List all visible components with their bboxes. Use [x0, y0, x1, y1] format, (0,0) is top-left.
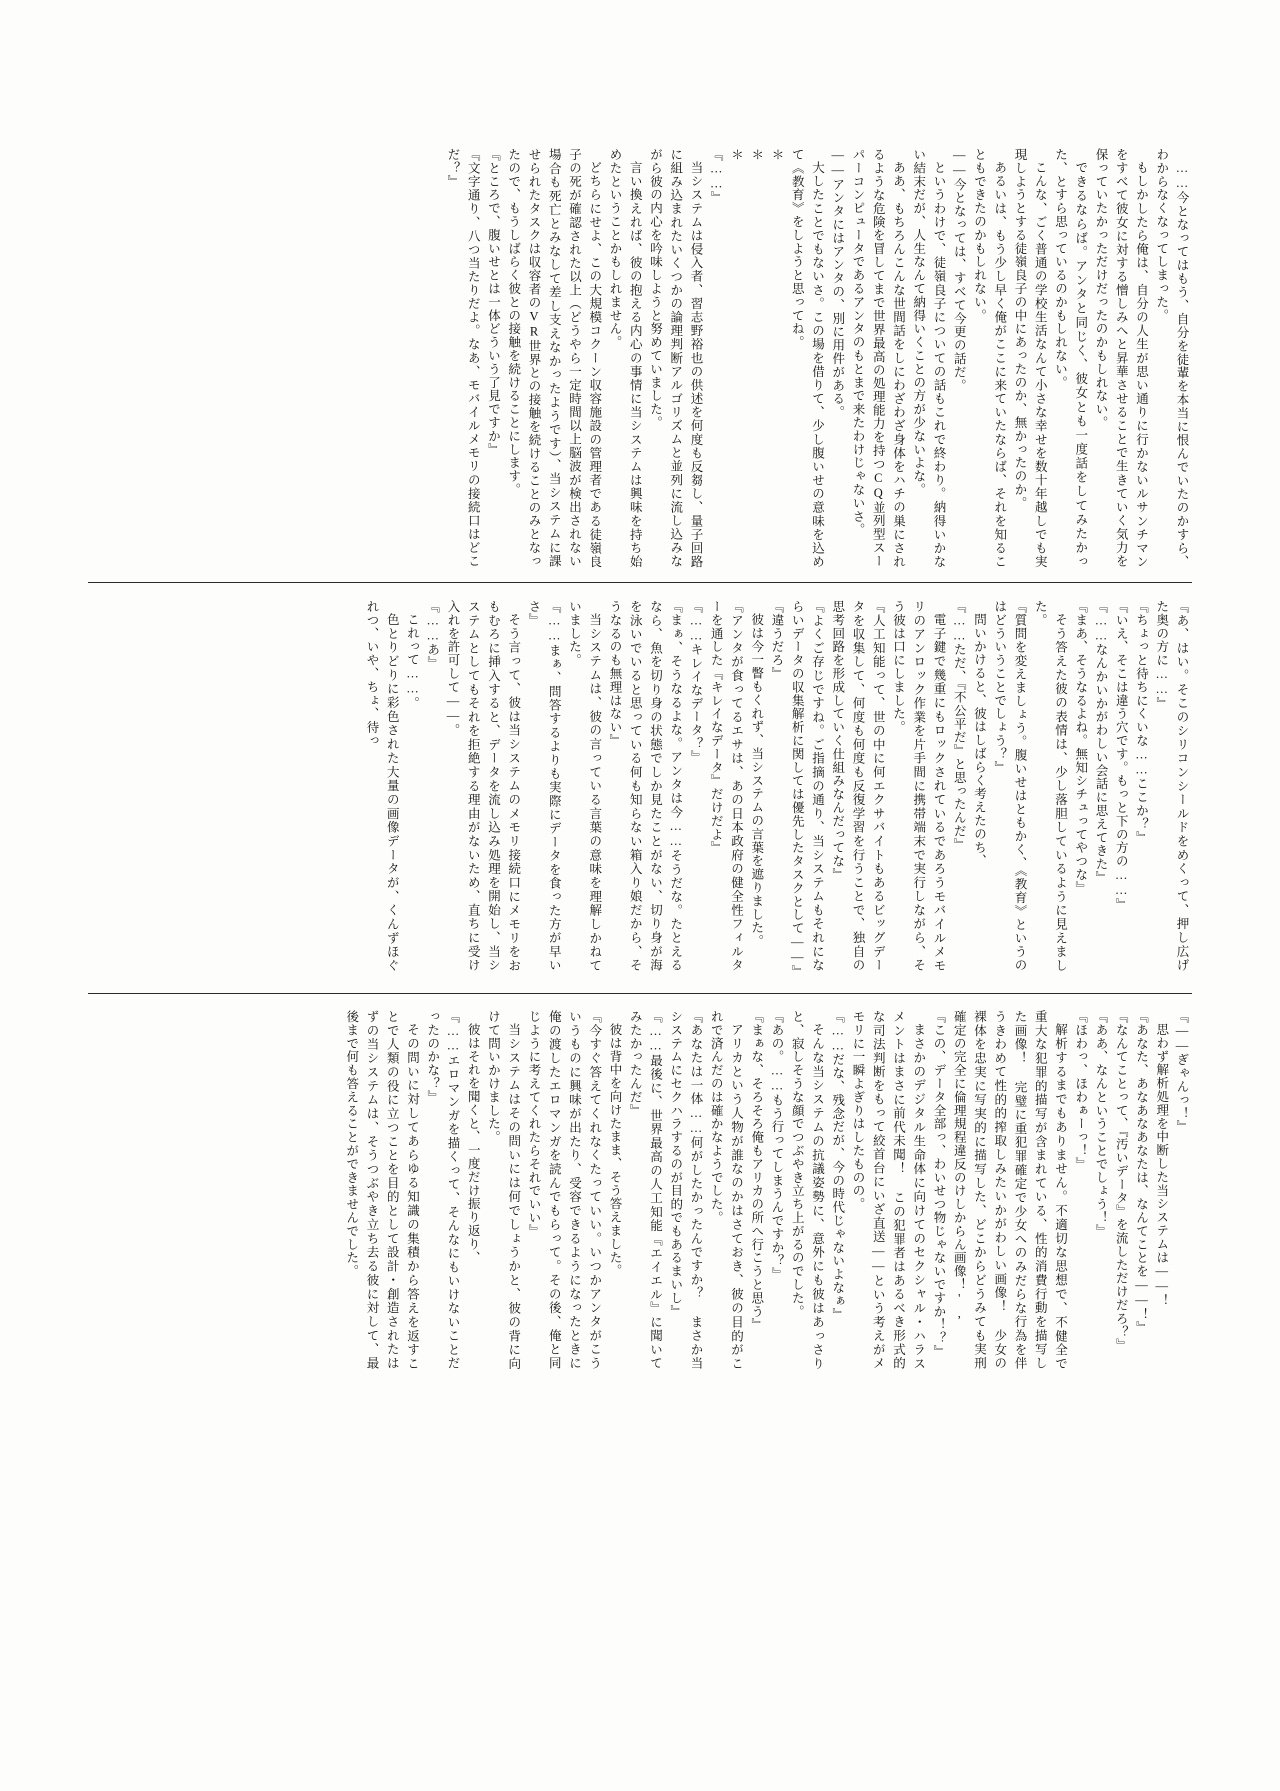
- paragraph: 彼は今一瞥もくれず、当システムの言葉を遮りました。: [749, 612, 764, 948]
- paragraph: 『ちょっと待ちにくいな……ここか？』: [1134, 600, 1149, 845]
- paragraph: そう答えた彼の表情は、少し落胆しているように見えました。: [1033, 600, 1068, 972]
- paragraph: まさかのデジタル生命体に向けてのセクシャル・ハラスメントはまさに前代未聞！ この犯罪者はあるべき形式的な司法判断をもって絞首台にいざ直送——という考えがメモリに一瞬よぎりはしたものの。: [851, 1010, 926, 1370]
- paragraph: 『……まぁ、問答するよりも実際にデータを食った方が早いさ』: [527, 600, 562, 972]
- paragraph: 『……だな、残念だが、今の時代じゃないよなぁ』: [830, 1010, 845, 1322]
- paragraph: 『いえ、そこは違う穴です。もっと下の方の……』: [1114, 600, 1129, 912]
- text-section-2: [88, 600, 1192, 979]
- scene-break-star: ＊: [770, 148, 784, 163]
- paragraph: 『……ただ、『不公平だ』と思ったんだ』: [952, 600, 967, 852]
- paragraph: 彼は背中を向けたまま、そう答えました。: [608, 1022, 622, 1278]
- paragraph: ああ、もちろんこんな世間話をしにわざわざ身体をハチの巣にされるような危険を冒してまで世界最高の処理能力を持つCQ並列型スーパーコンピュータであるアンタのもとまで来たわけじゃないさ。: [851, 148, 906, 568]
- paragraph: 『……』: [709, 148, 724, 205]
- paragraph: 『よくご存じですね。ご指摘の通り、当システムもそれにならいデータの収集解析に関しては優先したタスクとして——』: [790, 600, 825, 979]
- paragraph: 当システムはその問いには何でしょうかと、彼の背に向けて問いかけました。: [486, 1010, 521, 1370]
- scene-break-star: ＊: [729, 148, 744, 163]
- paragraph: 『——ぎゃんっ！』: [1175, 1010, 1189, 1134]
- paragraph: 『アンタが食ってるエサは、あの日本政府の健全性フィルターを通した『キレイなデータ』だけだよ』: [709, 600, 744, 972]
- paragraph: 『今すぐ答えてくれなくたっていい。いつかアンタがこういうものに興味が出たり、受容できるようになったときに俺の渡したエロマンガを読んでもらって。その後、俺と同じように考えてくれたらそれでいい』: [527, 1010, 602, 1370]
- paragraph: そう言って、彼は当システムのメモリ接続口にメモリをおもむろに挿入すると、データを流し込み処理を開始し、当システムとしてもそれを拒絶する理由がないため、直ちに受け入れを許可して——。: [446, 600, 521, 972]
- paragraph: 『あの。……もう行ってしまうんですか？』: [770, 1010, 784, 1281]
- paragraph: 『あなた、あなあなあなたは、なんてことを——！』: [1134, 1010, 1149, 1335]
- paragraph: 当システムは侵入者、習志野裕也の供述を何度も反芻し、量子回路に組み込まれたいくつかの論理判断アルゴリズムと並列に流し込みながら彼の内心を吟味しようと努めていました。: [648, 148, 703, 568]
- paragraph: 『……あ』: [425, 600, 440, 670]
- paragraph: 『まぁ、そうなるよな。アンタは今……そうだな。たとえるなら、魚を切り身の状態でしか見たことがない、切り身が海を泳いでいると思っている何も知らない箱入り娘だから、そうなるのも無理はない』: [608, 600, 683, 972]
- paragraph: 『まぁな、そろそろ俺もアリカの所へ行こうと思う』: [749, 1010, 764, 1332]
- text-section-3: [88, 1010, 1192, 1370]
- paragraph: こんな、ごく普通の学校生活なんて小さな幸せを数十年越しでも実現しようとする徒嶺良子の中にあったのか、無かったのか。: [1013, 148, 1048, 568]
- paragraph: これって……。: [405, 612, 420, 710]
- scene-break: [726, 148, 787, 568]
- paragraph: 当システムは、彼の言っている言葉の意味を理解しかねていました。: [567, 600, 602, 972]
- paragraph: ……今となってはもう、自分を徒輩を本当に恨んでいたのかすら、わからなくなってしまった。: [1154, 148, 1189, 568]
- text-section-1: [88, 148, 1192, 568]
- paragraph: 『なんてことって、『汚いデータ』を流しただけだろ？』: [1114, 1010, 1129, 1353]
- paragraph: というわけで、徒嶺良子についての話もこれで終わり。納得いかない結末だが、人生なんて納得いくことの方が少ないよな。: [911, 148, 946, 568]
- paragraph: どちらにせよ、この大規模コクーン収容施設の管理者である徒嶺良子の死が確認された以上（どうやら一定時間以上脳波が検出されない場合も死亡とみなして差し支えなかったようです）、当システムに課せられたタスクは収容者のVR世界との接触を続けることのみとなったので、もうしばらく彼との接触を続けることにします。: [506, 148, 602, 568]
- paragraph: 『あなたは一体……何がしたかったんですか？ まさか当システムにセクハラするのが目的でもあるまいし』: [668, 1010, 703, 1370]
- paragraph: 言い換えれば、彼の抱える内心の事情に当システムは興味を持ち始めたということかもしれません。: [608, 148, 643, 568]
- paragraph: 大したことでもないさ。この場を借りて、少し腹いせの意味を込めて《教育》をしようと思ってね。: [790, 148, 825, 568]
- paragraph: ——今となっては、すべて今更の話だ。: [952, 148, 967, 393]
- paragraph: そんな当システムの抗議姿勢に、意外にも彼はあっさりと、寂しそうな顔でつぶやき立ち上がるのでした。: [790, 1010, 825, 1370]
- paragraph: 彼はそれを聞くと、一度だけ振り返り、: [466, 1022, 481, 1264]
- paragraph: アリカという人物が誰なのかはさておき、彼の目的がこれで済んだのは確かなようでした。: [709, 1010, 744, 1370]
- paragraph: 『人工知能って、世の中に何エクサバイトもあるビッグデータを収集して、何度も何度も反復学習を行うことで、独自の思考回路を形成していく仕組みなんだってな』: [830, 600, 886, 972]
- section-divider-1: [88, 582, 1192, 583]
- paragraph: 『文字通り、八つ当たりだよ。なあ、モバイルメモリの接続口はどこだ？』: [446, 148, 481, 568]
- paragraph: 問いかけると、彼はしばらく考えたのち、: [972, 612, 987, 868]
- paragraph: 『違うだろ』: [770, 600, 784, 681]
- paragraph: もしかしたら俺は、自分の人生が思い通りに行かないルサンチマンをすべて彼女に対する憎しみへと昇華させることで生きていく気力を保っていたかっただけだったのかもしれない。: [1094, 148, 1149, 568]
- paragraph: 『あ、はい。そこのシリコンシールドをめくって、押し広げた奥の方に……』: [1154, 600, 1189, 972]
- paragraph: 『ところで、腹いせとは一体どういう了見ですか』: [486, 148, 501, 457]
- section-divider-2: [88, 993, 1192, 994]
- paragraph: できるならば。アンタと同じく、彼女とも一度話をしてみたかった、とすら思っているのかもしれない。: [1053, 148, 1088, 568]
- scene-break-star: ＊: [749, 148, 764, 163]
- paragraph: ——アンタにはアンタの、別に用件がある。: [830, 148, 845, 419]
- paragraph: 『質問を変えましょう。腹いせはともかく、《教育》というのはどういうことでしょう？』: [992, 600, 1027, 972]
- paragraph: 解析するまでもありません。不適切な思想で、不健全で重大な犯罪的描写が含まれている、性的消費行動を描写した画像！ 完璧に重犯罪確定で少女へのみだらな行為を伴うきわめて性的的搾取しみたいかがわしい画像！ 少女の裸体を忠実に写実的に描写した、どこからどうみても実刑確定の完全に倫理規程違反のけしからん画像！',: [952, 1010, 1068, 1370]
- paragraph: 『ああ、なんということでしょう！』: [1094, 1010, 1108, 1238]
- paragraph: 『……なんかいかがわしい会話に思えてきた』: [1094, 600, 1108, 885]
- paragraph: 『この、データ全部っ、わいせつ物じゃないですか！？』: [932, 1010, 946, 1359]
- paragraph: その問いに対してあらゆる知識の集積から答えを返すことで人類の役に立つことを目的として設計・創造されたはずの当システムは、そうつぶやき立ち去る彼に対して、最後まで何も答えることができませんでした。: [344, 1010, 420, 1370]
- paragraph: 電子鍵で幾重にもロックされているであろうモバイルメモリのアンロック作業を片手間に携帯端末で実行しながら、そう彼は口にしました。: [891, 600, 946, 972]
- paragraph: 『……最後に、世界最高の人工知能『エイエル』に聞いてみたかったんだ』: [628, 1010, 663, 1370]
- paragraph: 『……キレイなデータ？』: [689, 600, 703, 764]
- paragraph: あるいは、もう少し早く俺がここに来ていたならば、それを知ることもできたのかもしれない。: [972, 148, 1007, 568]
- paragraph: 色とりどりに彩色された大量の画像データが、くんずほぐれつ、いや、ちょ、待っ: [365, 600, 400, 972]
- paragraph: 『……エロマンガを描くって、そんなにもいけないことだったのかな？』: [425, 1010, 460, 1370]
- paragraph: 『ほわっ、ほわぁーっ！』: [1073, 1010, 1088, 1171]
- paragraph: 『まあ、そうなるよね。無知シチュってやつな』: [1073, 600, 1088, 895]
- paragraph: 思わず解析処理を中断した当システムは——！: [1154, 1022, 1169, 1307]
